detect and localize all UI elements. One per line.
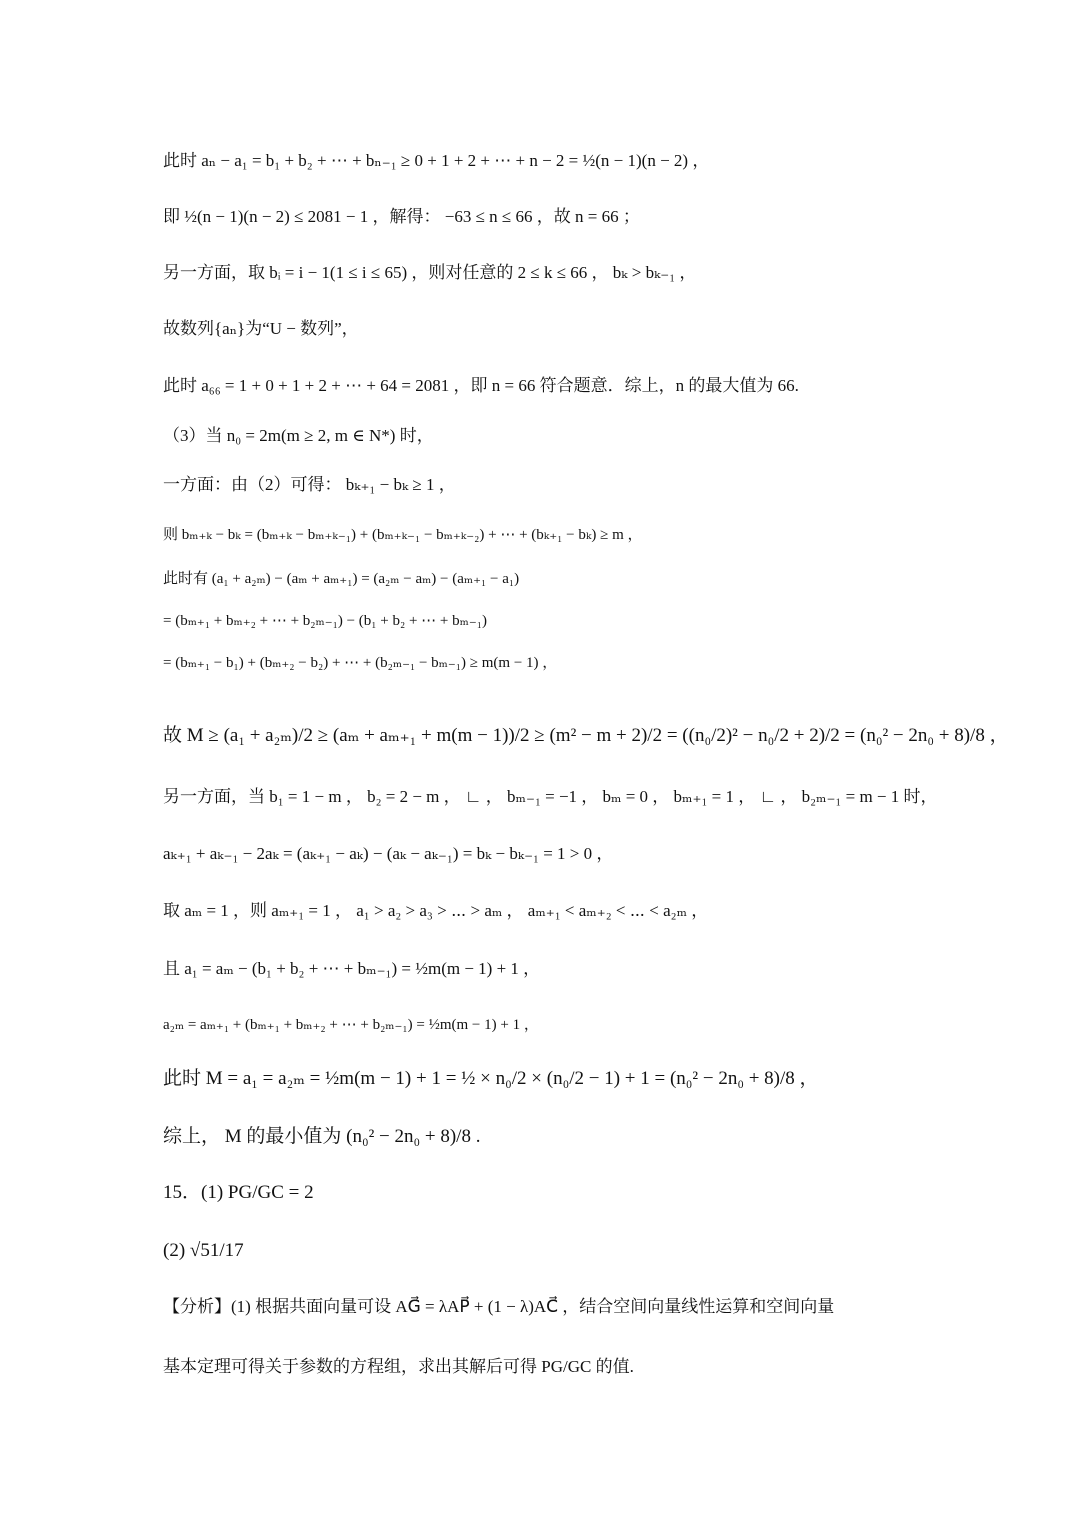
text-line: 即 ½(n − 1)(n − 2) ≤ 2081 − 1 ，解得： −63 ≤ n ≤ 66 ，故 n = 66 ； [163,207,640,226]
text-line: 【分析】(1) 根据共面向量可设 AG⃗ = λAP⃗ + (1 − λ)AC⃗ ，结合空间向量线性运算和空间向量 [163,1297,835,1316]
text-line: 此时有 (a₁ + a₂ₘ) − (aₘ + aₘ₊₁) = (a₂ₘ − aₘ) − (aₘ₊₁ − a₁) [163,571,520,587]
text-line: 15．(1) PG/GC = 2 [163,1182,314,1203]
text-line: 综上， M 的最小值为 (n₀² − 2n₀ + 8)/8 . [163,1126,481,1147]
text-line: 基本定理可得关于参数的方程组，求出其解后可得 PG/GC 的值. [163,1357,634,1376]
text-line: 此时 a₆₆ = 1 + 0 + 1 + 2 + ⋯ + 64 = 2081 ，即 n = 66 符合题意．综上，n 的最大值为 66. [163,376,799,395]
text-line: 故数列{aₙ}为“U − 数列”， [163,319,359,338]
text-line: aₖ₊₁ + aₖ₋₁ − 2aₖ = (aₖ₊₁ − aₖ) − (aₖ − aₖ₋₁) = bₖ − bₖ₋₁ = 1 > 0 ， [163,844,614,863]
text-line: 此时 M = a₁ = a₂ₘ = ½m(m − 1) + 1 = ½ × n₀/2 × (n₀/2 − 1) + 1 = (n₀² − 2n₀ + 8)/8 ， [163,1068,819,1089]
text-line: 故 M ≥ (a₁ + a₂ₘ)/2 ≥ (aₘ + aₘ₊₁ + m(m − 1))/2 ≥ (m² − m + 2)/2 = ((n₀/2)² − n₀/2 + 2)/2 = (n₀² − 2n₀ + 8)/8 ， [163,725,1009,746]
text-line: 一方面：由（2）可得： bₖ₊₁ − bₖ ≥ 1 ， [163,475,456,494]
text-line: 且 a₁ = aₘ − (b₁ + b₂ + ⋯ + bₘ₋₁) = ½m(m − 1) + 1 ， [163,959,541,978]
text-line: 另一方面，取 bᵢ = i − 1(1 ≤ i ≤ 65) ，则对任意的 2 ≤ k ≤ 66 ， bₖ > bₖ₋₁ ， [163,263,697,282]
text-line: = (bₘ₊₁ − b₁) + (bₘ₊₂ − b₂) + ⋯ + (b₂ₘ₋₁ − bₘ₋₁) ≥ m(m − 1) ， [163,655,558,671]
text-line: 另一方面，当 b₁ = 1 − m ， b₂ = 2 − m ， ∟ ， bₘ₋₁ = −1 ， bₘ = 0 ， bₘ₊₁ = 1 ， ∟ ， b₂ₘ₋₁ = m − 1 时， [163,787,938,806]
text-line: = (bₘ₊₁ + bₘ₊₂ + ⋯ + b₂ₘ₋₁) − (b₁ + b₂ + ⋯ + bₘ₋₁) [163,613,487,629]
text-line: 取 aₘ = 1 ，则 aₘ₊₁ = 1 ， a₁ > a₂ > a₃ > ⋯ > aₘ ， aₘ₊₁ < aₘ₊₂ < ⋯ < a₂ₘ ， [163,901,709,920]
text-line: a₂ₘ = aₘ₊₁ + (bₘ₊₁ + bₘ₊₂ + ⋯ + b₂ₘ₋₁) = ½m(m − 1) + 1 ， [163,1017,539,1033]
text-line: (2) √51/17 [163,1240,244,1261]
text-line: 此时 aₙ − a₁ = b₁ + b₂ + ⋯ + bₙ₋₁ ≥ 0 + 1 + 2 + ⋯ + n − 2 = ½(n − 1)(n − 2) ， [163,151,710,170]
text-line: （3）当 n₀ = 2m(m ≥ 2, m ∈ N*) 时， [163,426,434,445]
text-line: 则 bₘ₊ₖ − bₖ = (bₘ₊ₖ − bₘ₊ₖ₋₁) + (bₘ₊ₖ₋₁ − bₘ₊ₖ₋₂) + ⋯ + (bₖ₊₁ − bₖ) ≥ m ， [163,527,643,543]
